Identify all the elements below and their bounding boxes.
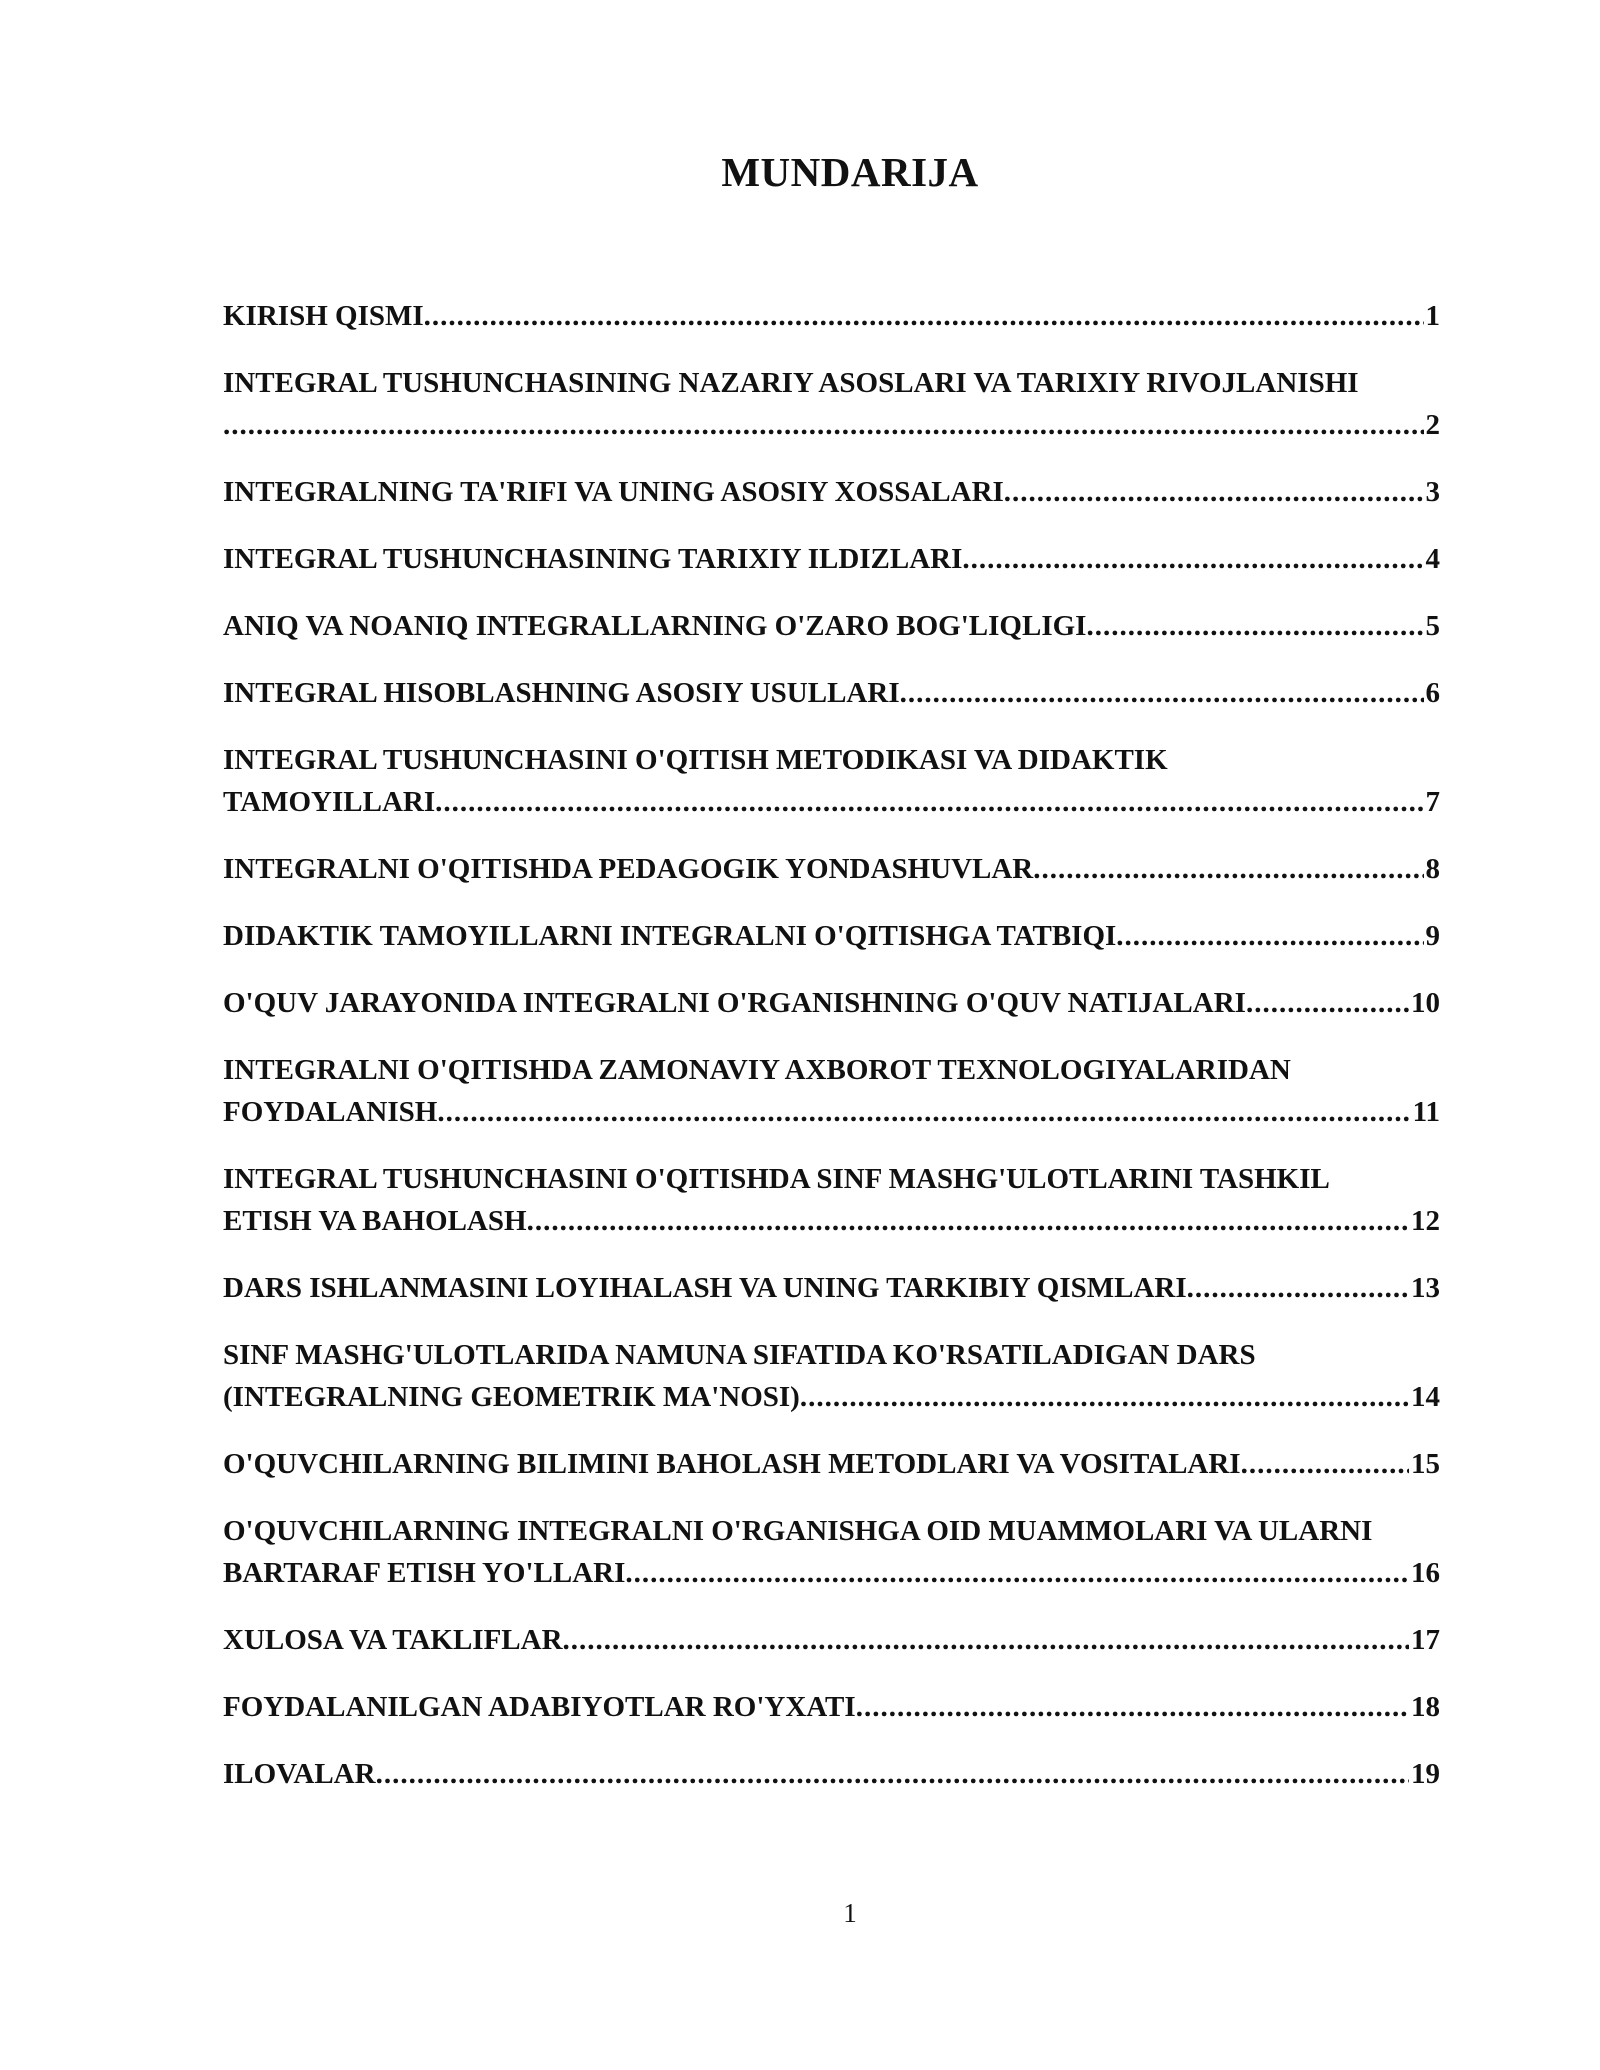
toc-entry-title: ILOVALAR <box>223 1758 376 1790</box>
toc-entry-page-number: 5 <box>1425 610 1440 642</box>
toc-leader-dots <box>424 295 1424 337</box>
toc-entry[interactable] <box>223 1686 1440 1728</box>
toc-entry-page-number: 19 <box>1411 1758 1440 1790</box>
toc-leader-dots <box>625 1552 1409 1594</box>
toc-entry-page-number: 2 <box>1425 409 1440 441</box>
toc-entry-title-line: INTEGRAL TUSHUNCHASINI O'QITISHDA SINF MASHG'ULOTLARINI TASHKIL <box>223 1163 1330 1195</box>
toc-entry-title: DARS ISHLANMASINI LOYIHALASH VA UNING TARKIBIY QISMLARI <box>223 1272 1187 1304</box>
toc-leader-dots <box>1241 1443 1409 1485</box>
toc-entry[interactable] <box>223 1158 1440 1242</box>
toc-entry-page-number: 15 <box>1411 1448 1440 1480</box>
toc-entry-title: INTEGRAL TUSHUNCHASINING TARIXIY ILDIZLARI <box>223 543 963 575</box>
toc-entry[interactable] <box>223 1619 1440 1661</box>
toc-entry-title-line: O'QUVCHILARNING INTEGRALNI O'RGANISHGA OID MUAMMOLARI VA ULARNI <box>223 1515 1373 1547</box>
toc-entry-last-line <box>223 781 1440 823</box>
toc-leader-dots <box>1004 471 1424 513</box>
toc-entry-page-number: 4 <box>1425 543 1440 575</box>
toc-leader-dots <box>527 1200 1409 1242</box>
toc-entry-title: FOYDALANISH <box>223 1096 438 1128</box>
toc-leader-dots <box>435 781 1423 823</box>
toc-entry-last-line <box>223 295 1440 337</box>
toc-entry-title: O'QUV JARAYONIDA INTEGRALNI O'RGANISHNING O'QUV NATIJALARI <box>223 987 1246 1019</box>
toc-leader-dots <box>1246 982 1409 1024</box>
toc-entry-title: TAMOYILLARI <box>223 786 436 818</box>
toc-entry-last-line <box>223 1200 1440 1242</box>
toc-entry-title: FOYDALANILGAN ADABIYOTLAR RO'YXATI <box>223 1691 856 1723</box>
toc-entry[interactable] <box>223 1049 1440 1133</box>
toc-entry-title-line: INTEGRALNI O'QITISHDA ZAMONAVIY AXBOROT TEXNOLOGIYALARIDAN <box>223 1054 1291 1086</box>
toc-entry[interactable] <box>223 915 1440 957</box>
toc-entry-last-line <box>223 915 1440 957</box>
toc-entry-title: (INTEGRALNING GEOMETRIK MA'NOSI) <box>223 1381 800 1413</box>
toc-entry[interactable] <box>223 672 1440 714</box>
toc-leader-dots <box>1187 1267 1409 1309</box>
toc-leader-dots <box>1116 915 1423 957</box>
toc-leader-dots <box>900 672 1424 714</box>
toc-entry-title: KIRISH QISMI <box>223 300 424 332</box>
toc-entry-page-number: 10 <box>1411 987 1440 1019</box>
toc-entry[interactable] <box>223 1443 1440 1485</box>
toc-entry-title: INTEGRAL HISOBLASHNING ASOSIY USULLARI <box>223 677 900 709</box>
toc-entry-page-number: 13 <box>1411 1272 1440 1304</box>
toc-entry-page-number: 14 <box>1411 1381 1440 1413</box>
toc-entry[interactable] <box>223 982 1440 1024</box>
page-number: 1 <box>843 1898 857 1928</box>
toc-entry[interactable] <box>223 1267 1440 1309</box>
table-of-contents <box>223 295 1440 1820</box>
toc-entry-title: BARTARAF ETISH YO'LLARI <box>223 1557 626 1589</box>
toc-entry-title-line: INTEGRAL TUSHUNCHASINING NAZARIY ASOSLARI VA TARIXIY RIVOJLANISHI <box>223 367 1359 399</box>
toc-entry[interactable] <box>223 362 1440 446</box>
toc-entry-page-number: 9 <box>1425 920 1440 952</box>
page-title: MUNDARIJA <box>721 149 979 195</box>
toc-leader-dots <box>437 1091 1410 1133</box>
toc-leader-dots <box>223 404 1424 446</box>
toc-entry[interactable] <box>223 1753 1440 1795</box>
toc-entry-title: DIDAKTIK TAMOYILLARNI INTEGRALNI O'QITISHGA TATBIQI <box>223 920 1117 952</box>
toc-entry[interactable] <box>223 538 1440 580</box>
toc-entry-last-line <box>223 1753 1440 1795</box>
toc-entry-last-line <box>223 1443 1440 1485</box>
toc-leader-dots <box>856 1686 1409 1728</box>
toc-entry-page-number: 3 <box>1425 476 1440 508</box>
toc-entry-last-line <box>223 848 1440 890</box>
toc-entry-page-number: 1 <box>1425 300 1440 332</box>
toc-entry-title: INTEGRALNING TA'RIFI VA UNING ASOSIY XOSSALARI <box>223 476 1004 508</box>
toc-entry[interactable] <box>223 605 1440 647</box>
toc-entry[interactable] <box>223 471 1440 513</box>
toc-entry[interactable] <box>223 739 1440 823</box>
toc-entry[interactable] <box>223 1334 1440 1418</box>
toc-entry[interactable] <box>223 1510 1440 1594</box>
toc-leader-dots <box>1086 605 1423 647</box>
toc-leader-dots <box>563 1619 1409 1661</box>
toc-entry-last-line <box>223 404 1440 446</box>
toc-entry-title-line: INTEGRAL TUSHUNCHASINI O'QITISH METODIKASI VA DIDAKTIK <box>223 744 1168 776</box>
toc-entry-page-number: 12 <box>1411 1205 1440 1237</box>
toc-entry-last-line <box>223 538 1440 580</box>
toc-entry-title-line: SINF MASHG'ULOTLARIDA NAMUNA SIFATIDA KO'RSATILADIGAN DARS <box>223 1339 1256 1371</box>
toc-leader-dots <box>1033 848 1423 890</box>
toc-entry-title: INTEGRALNI O'QITISHDA PEDAGOGIK YONDASHUVLAR <box>223 853 1034 885</box>
toc-entry[interactable] <box>223 848 1440 890</box>
toc-entry-last-line <box>223 1552 1440 1594</box>
toc-entry-last-line <box>223 672 1440 714</box>
toc-entry-page-number: 7 <box>1425 786 1440 818</box>
toc-entry-page-number: 17 <box>1411 1624 1440 1656</box>
toc-entry-last-line <box>223 1619 1440 1661</box>
toc-entry-last-line <box>223 1376 1440 1418</box>
toc-entry-last-line <box>223 605 1440 647</box>
toc-entry-last-line <box>223 982 1440 1024</box>
toc-entry-page-number: 16 <box>1411 1557 1440 1589</box>
toc-entry[interactable] <box>223 295 1440 337</box>
toc-entry-title: ETISH VA BAHOLASH <box>223 1205 527 1237</box>
toc-entry-last-line <box>223 1267 1440 1309</box>
toc-entry-page-number: 18 <box>1411 1691 1440 1723</box>
toc-entry-title: XULOSA VA TAKLIFLAR <box>223 1624 563 1656</box>
toc-leader-dots <box>800 1376 1409 1418</box>
toc-entry-last-line <box>223 1091 1440 1133</box>
toc-entry-last-line <box>223 1686 1440 1728</box>
toc-leader-dots <box>962 538 1423 580</box>
toc-entry-title: O'QUVCHILARNING BILIMINI BAHOLASH METODLARI VA VOSITALARI <box>223 1448 1241 1480</box>
toc-entry-page-number: 11 <box>1412 1096 1440 1128</box>
toc-entry-page-number: 6 <box>1425 677 1440 709</box>
toc-entry-last-line <box>223 471 1440 513</box>
toc-entry-page-number: 8 <box>1425 853 1440 885</box>
toc-leader-dots <box>376 1753 1409 1795</box>
toc-entry-title: ANIQ VA NOANIQ INTEGRALLARNING O'ZARO BOG'LIQLIGI <box>223 610 1087 642</box>
